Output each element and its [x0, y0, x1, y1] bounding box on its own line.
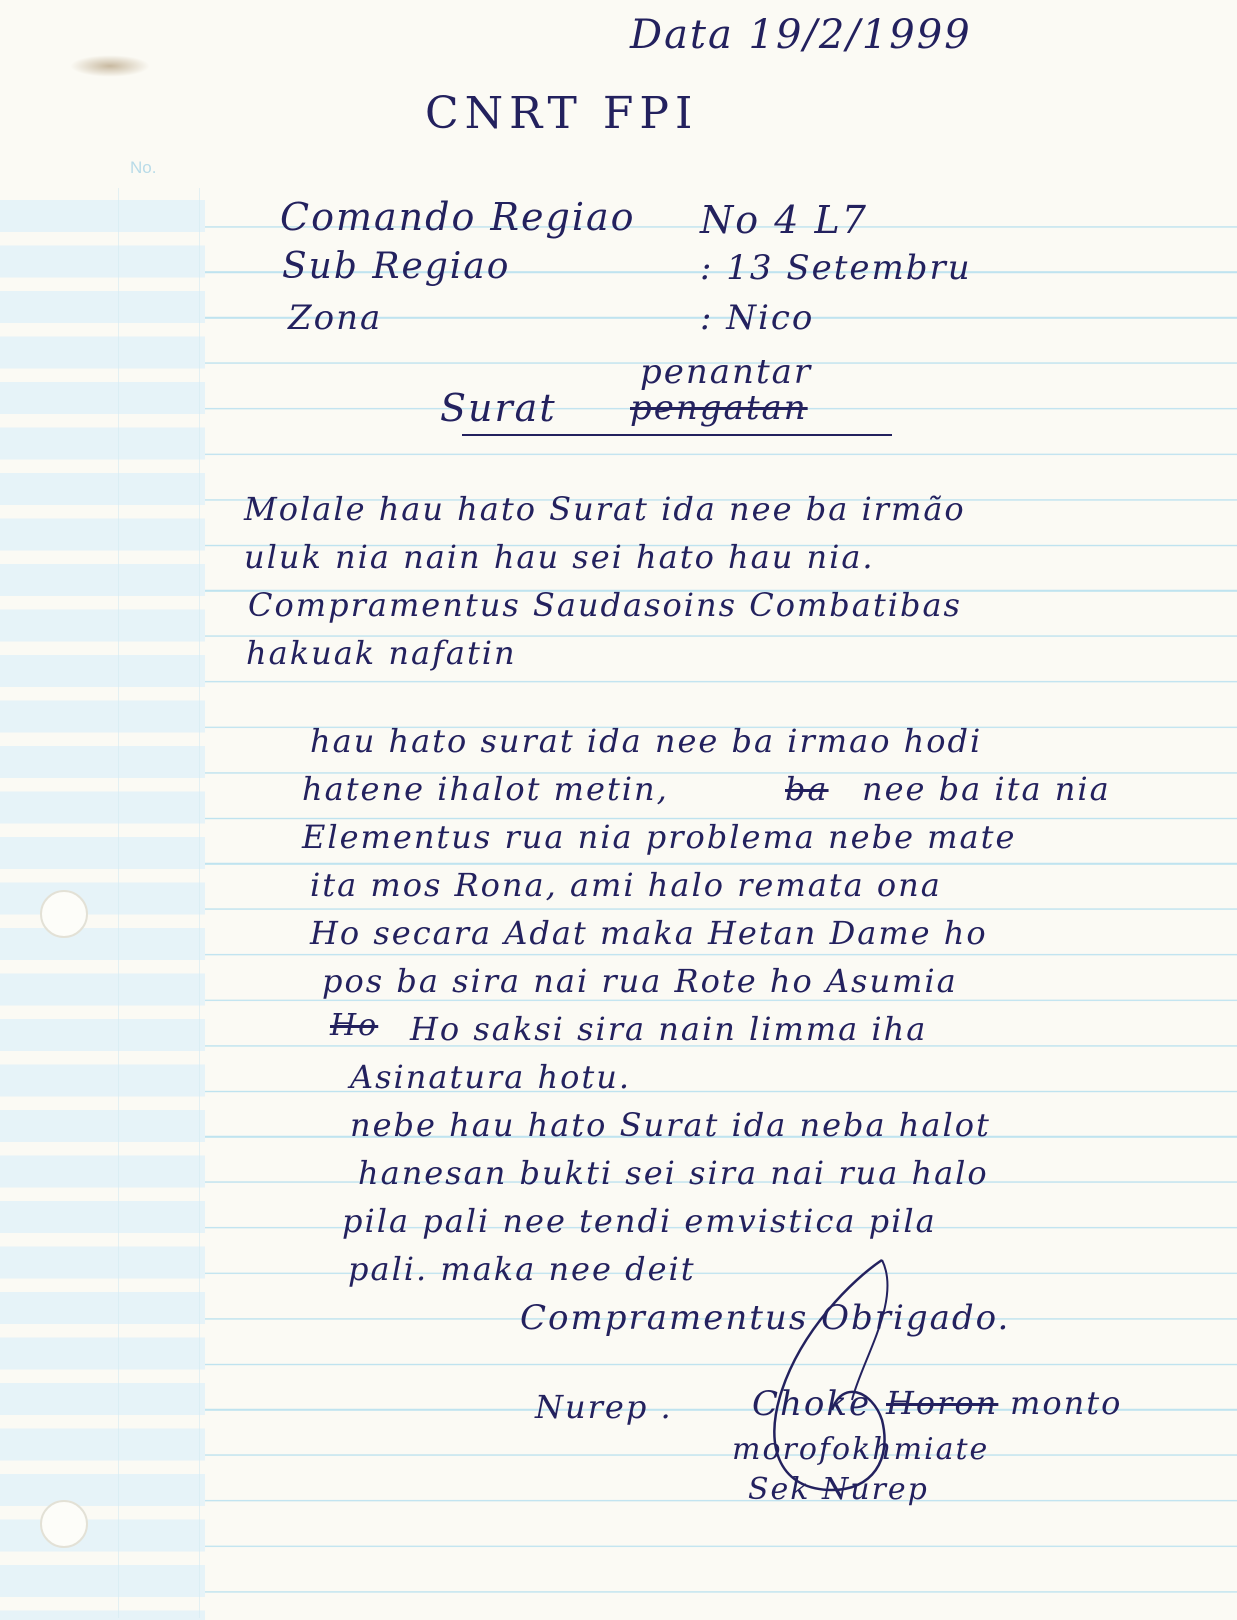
subregiao-label: Sub Regiao [282, 246, 511, 287]
para2-line: hanesan bukti sei sira nai rua halo [358, 1154, 989, 1192]
para2-line: pila pali nee tendi emvistica pila [342, 1202, 937, 1240]
struck-word-ba: ba [785, 770, 829, 808]
struck-word-ho: Ho [330, 1008, 379, 1043]
signature-name: Choke [752, 1384, 872, 1424]
letter-date: Data 19/2/1999 [630, 12, 972, 58]
zona-value: : Nico [700, 298, 815, 338]
para2-line: Elementus rua nia problema nebe mate [302, 818, 1017, 856]
comando-label: Comando Regiao [280, 195, 636, 239]
para2-line: pos ba sira nai rua Rote ho Asumia [322, 962, 958, 1000]
para2-line: nebe hau hato Surat ida neba halot [350, 1106, 991, 1144]
para2-line: pali. maka nee deit [348, 1250, 696, 1288]
subject-inserted-word: penantar [640, 352, 813, 392]
para2-line: Asinatura hotu. [350, 1058, 631, 1096]
para2-line: hatene ihalot metin, [302, 770, 669, 808]
no-label: No. [130, 158, 157, 177]
signature-struck-name: Horon [886, 1384, 999, 1422]
subregiao-value: : 13 Setembru [700, 248, 972, 288]
para1-line: hakuak nafatin [246, 634, 517, 672]
comando-value: No 4 L7 [700, 198, 868, 242]
para2-line: ita mos Rona, ami halo remata ona [310, 866, 942, 904]
signature-flourish [742, 1240, 972, 1500]
letter-org-title: CNRT FPI [425, 88, 699, 139]
binder-hole-top [40, 890, 88, 938]
binder-hole-bottom [40, 1500, 88, 1548]
para2-line: Ho secara Adat maka Hetan Dame ho [310, 914, 988, 952]
para1-line: uluk nia nain hau sei hato hau nia. [244, 538, 875, 576]
closing-text: Compramentus Obrigado. [520, 1298, 1011, 1338]
para1-line: Molale hau hato Surat ida nee ba irmão [244, 490, 966, 528]
para1-line: Compramentus Saudasoins Combatibas [248, 586, 962, 624]
zona-label: Zona [288, 298, 383, 338]
ink-smudge [70, 55, 150, 77]
margin-rule [118, 188, 200, 1618]
signature-role-line2: Sek Nurep [748, 1472, 929, 1507]
signature-role-line1: morofokhmiate [732, 1432, 990, 1467]
subject-underline [462, 434, 892, 436]
signature-after-name: monto [1010, 1384, 1123, 1422]
signature-nurep: Nurep . [535, 1388, 673, 1426]
para2-line: Ho saksi sira nain limma iha [410, 1010, 928, 1048]
para2-line: hau hato surat ida nee ba irmao hodi [310, 722, 983, 760]
para2-line: nee ba ita nia [862, 770, 1111, 808]
subject-struck-word: pengatan [630, 388, 808, 428]
subject-word: Surat [440, 386, 557, 430]
